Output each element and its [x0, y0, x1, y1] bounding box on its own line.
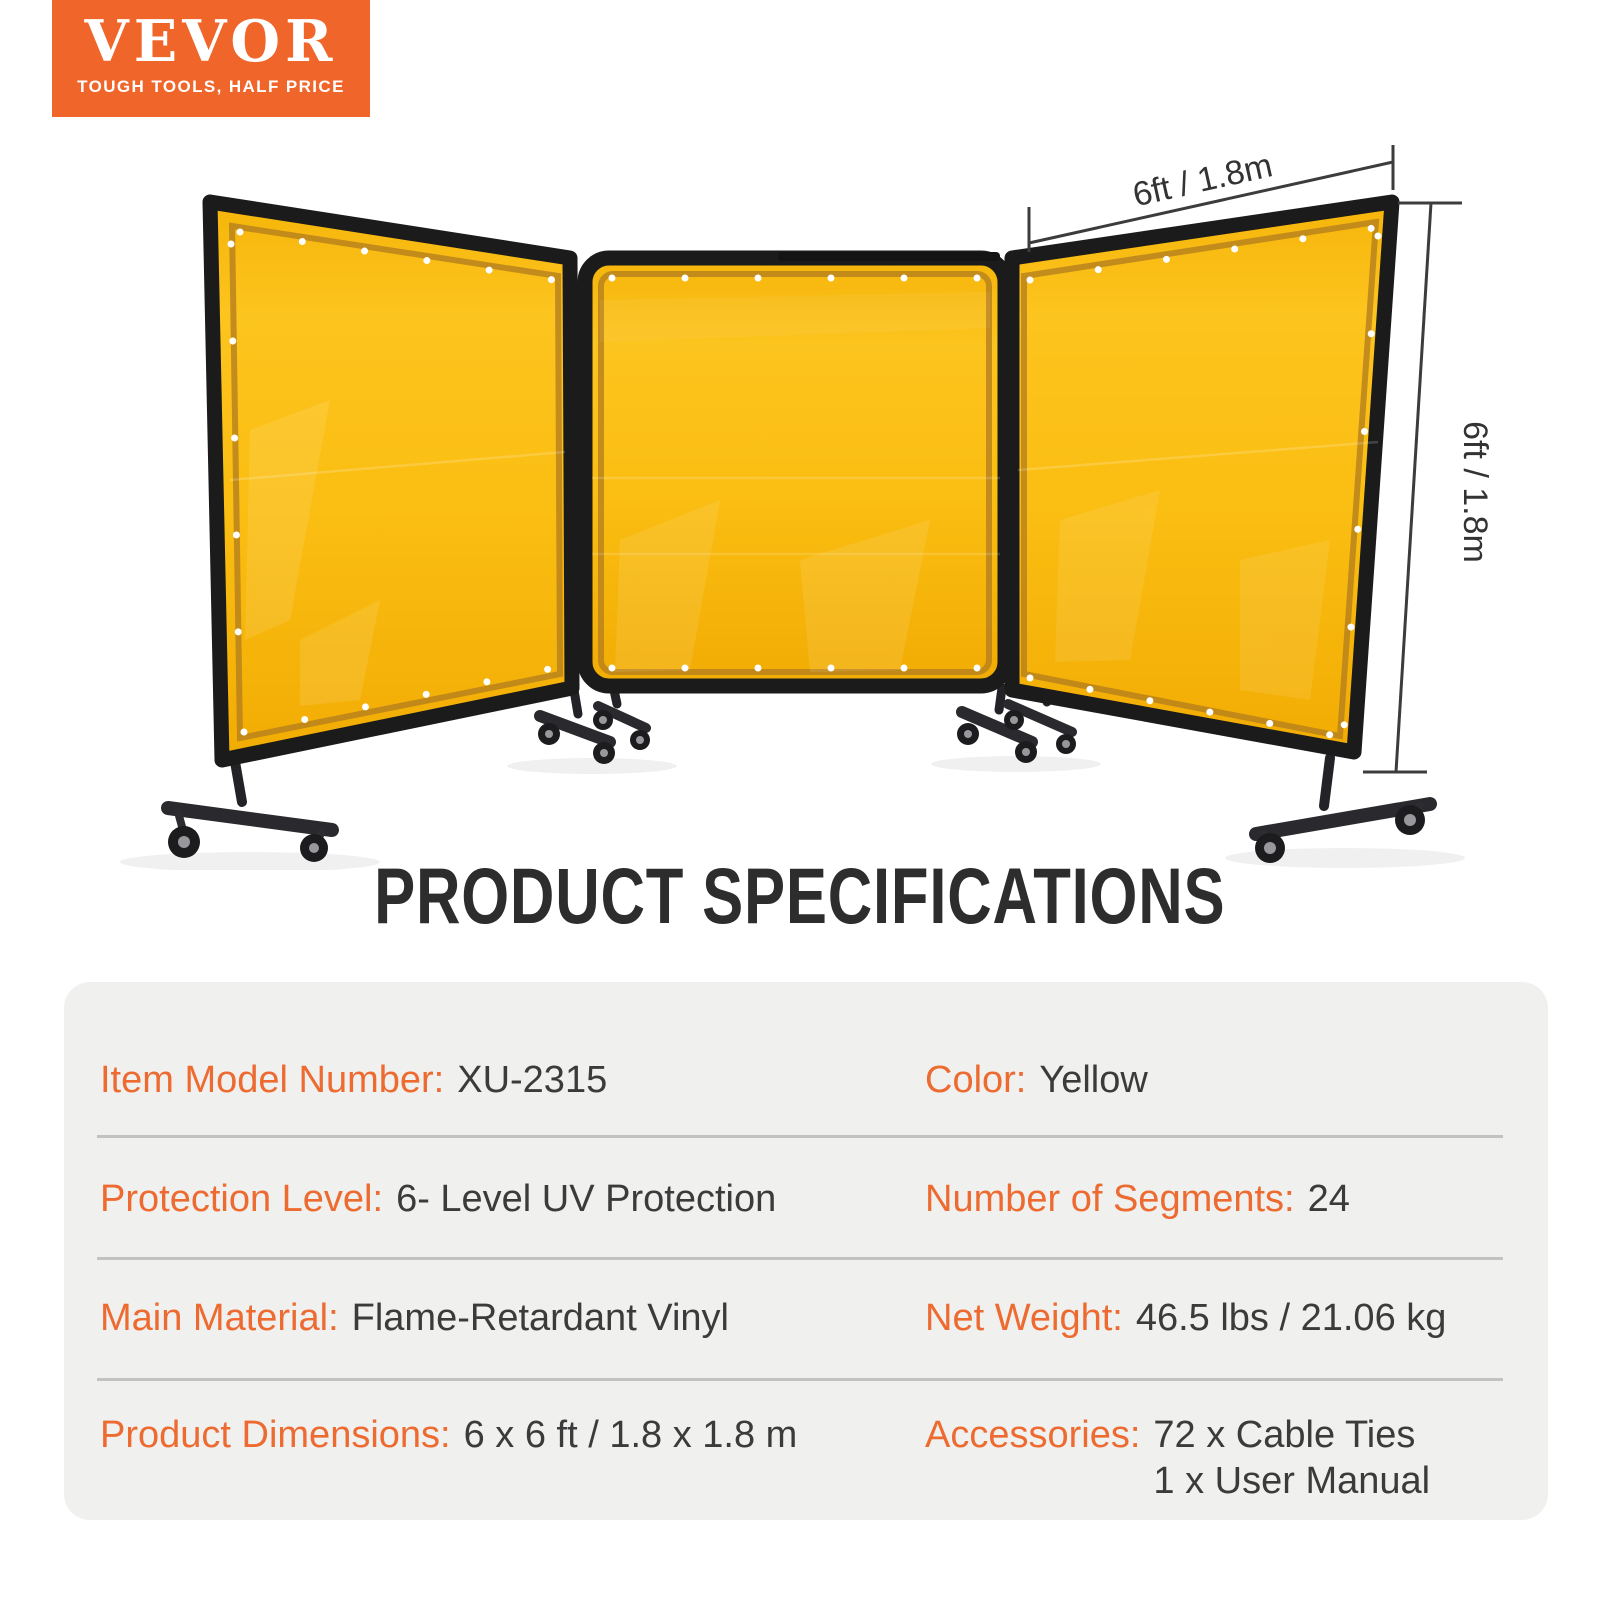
right-panel	[1012, 202, 1392, 752]
product-image	[0, 130, 1600, 870]
spec-item-protection-level	[100, 1176, 776, 1222]
spec-item-model-number	[100, 1057, 607, 1103]
spec-value: 46.5 lbs / 21.06 kg	[1135, 1297, 1447, 1339]
spec-label: Color:	[925, 1059, 1027, 1101]
spec-value: 6- Level UV Protection	[396, 1178, 777, 1220]
height-dimension-label: 6ft / 1.8m	[1456, 421, 1494, 563]
spec-label: Accessories:	[925, 1414, 1141, 1456]
spec-value-line-2: 1 x User Manual	[1153, 1460, 1431, 1502]
left-panel	[210, 202, 572, 760]
divider	[97, 1257, 1503, 1260]
spec-value: 24	[1307, 1178, 1350, 1220]
spec-label: Item Model Number:	[100, 1059, 445, 1101]
vevor-logo	[52, 0, 370, 117]
spec-item-product-dimensions	[100, 1412, 797, 1458]
section-heading-wrap	[0, 850, 1600, 942]
spec-value: XU-2315	[457, 1059, 608, 1101]
spec-label: Net Weight:	[925, 1297, 1123, 1339]
spec-value: Yellow	[1039, 1059, 1148, 1101]
spec-value	[1153, 1412, 1430, 1504]
spec-label: Number of Segments:	[925, 1178, 1295, 1220]
spec-item-main-material	[100, 1295, 729, 1341]
spec-item-number-of-segments	[925, 1176, 1350, 1222]
vevor-tagline: TOUGH TOOLS, HALF PRICE	[77, 77, 345, 96]
spec-value-line-1: 72 x Cable Ties	[1153, 1414, 1416, 1456]
spec-item-color	[925, 1057, 1148, 1103]
spec-item-accessories	[925, 1412, 1430, 1504]
divider	[97, 1135, 1503, 1138]
spec-label: Product Dimensions:	[100, 1414, 451, 1456]
spec-item-net-weight	[925, 1295, 1446, 1341]
spec-value: 6 x 6 ft / 1.8 x 1.8 m	[463, 1414, 798, 1456]
spec-value: Flame-Retardant Vinyl	[351, 1297, 729, 1339]
spec-panel	[64, 982, 1548, 1520]
center-panel	[585, 252, 1005, 686]
spec-label: Main Material:	[100, 1297, 339, 1339]
spec-label: Protection Level:	[100, 1178, 384, 1220]
vevor-logo-text: VEVOR	[84, 8, 338, 75]
width-dimension-label: 6ft / 1.8m	[1129, 146, 1276, 215]
divider	[97, 1378, 1503, 1381]
page-title: PRODUCT SPECIFICATIONS	[374, 851, 1226, 940]
